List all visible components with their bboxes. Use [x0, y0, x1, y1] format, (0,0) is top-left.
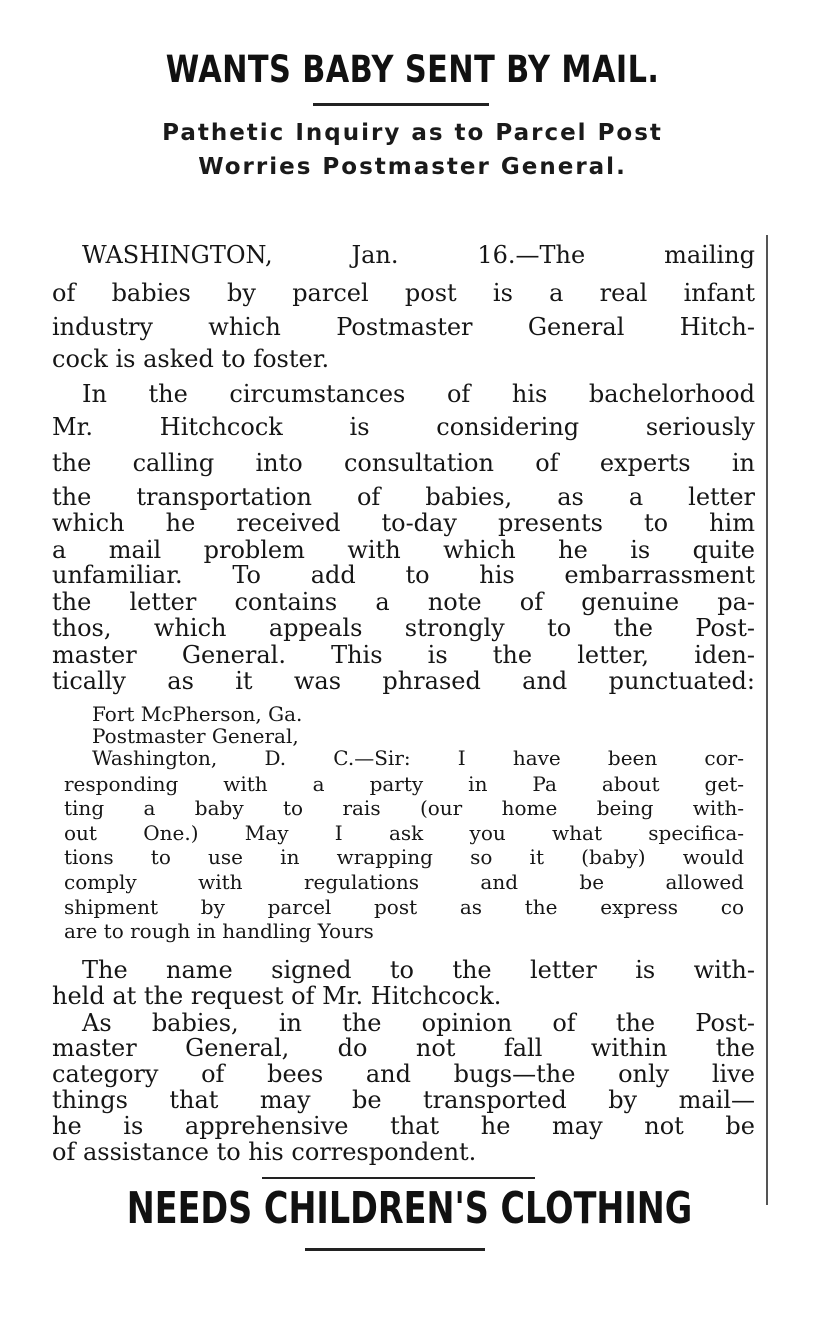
headline-rule: [313, 103, 489, 106]
deck-line-1: Pathetic Inquiry as to Parcel Post: [162, 120, 663, 146]
body-line: industry which Postmaster General Hitch-: [52, 313, 755, 341]
headline: WANTS BABY SENT BY MAIL.: [165, 48, 660, 91]
deck-line-2: Worries Postmaster General.: [198, 154, 627, 180]
body-line: tically as it was phrased and punctuated:: [52, 667, 755, 695]
letter-line: tions to use in wrapping so it (baby) would: [64, 845, 744, 869]
body-line: thos, which appeals strongly to the Post-: [52, 614, 755, 642]
body-line: WASHINGTON, Jan. 16.—The mailing: [82, 241, 755, 269]
body-line: unfamiliar. To add to his embarrassment: [52, 561, 755, 589]
body-line: of babies by parcel post is a real infant: [52, 279, 755, 307]
letter-line: ting a baby to rais (our home being with-: [64, 796, 744, 820]
body-line: which he received to-day presents to him: [52, 509, 755, 537]
body-line: a mail problem with which he is quite: [52, 536, 755, 564]
letter-line: are to rough in handling Yours: [64, 919, 374, 943]
body-line: the letter contains a note of genuine pa-: [52, 588, 755, 616]
body-line: master General, do not fall within the: [52, 1034, 755, 1062]
body-line: held at the request of Mr. Hitchcock.: [52, 982, 502, 1010]
letter-line: shipment by parcel post as the express co: [64, 895, 744, 919]
letter-line: comply with regulations and be allowed: [64, 870, 744, 894]
closing-rule: [305, 1248, 485, 1251]
letter-line: Postmaster General,: [92, 724, 299, 748]
body-line: In the circumstances of his bachelorhood: [82, 380, 755, 408]
body-line: category of bees and bugs—the only live: [52, 1060, 755, 1088]
body-line: he is apprehensive that he may not be: [52, 1112, 755, 1140]
body-line: the transportation of babies, as a letter: [52, 483, 755, 511]
body-line: As babies, in the opinion of the Post-: [82, 1009, 755, 1037]
letter-line: Fort McPherson, Ga.: [92, 702, 303, 726]
letter-line: Washington, D. C.—Sir: I have been cor-: [92, 746, 744, 770]
section-rule: [262, 1177, 535, 1179]
body-line: cock is asked to foster.: [52, 345, 330, 373]
body-line: things that may be transported by mail—: [52, 1086, 755, 1114]
body-line: Mr. Hitchcock is considering seriously: [52, 413, 755, 441]
body-line: The name signed to the letter is with-: [82, 956, 755, 984]
column-rule: [766, 235, 768, 1205]
body-line: of assistance to his correspondent.: [52, 1138, 477, 1166]
body-line: master General. This is the letter, iden-: [52, 641, 755, 669]
body-line: the calling into consultation of experts in: [52, 449, 755, 477]
next-headline: NEEDS CHILDREN'S CLOTHING: [126, 1183, 693, 1234]
letter-line: out One.) May I ask you what specifica-: [64, 821, 744, 845]
letter-line: responding with a party in Pa about get-: [64, 772, 744, 796]
